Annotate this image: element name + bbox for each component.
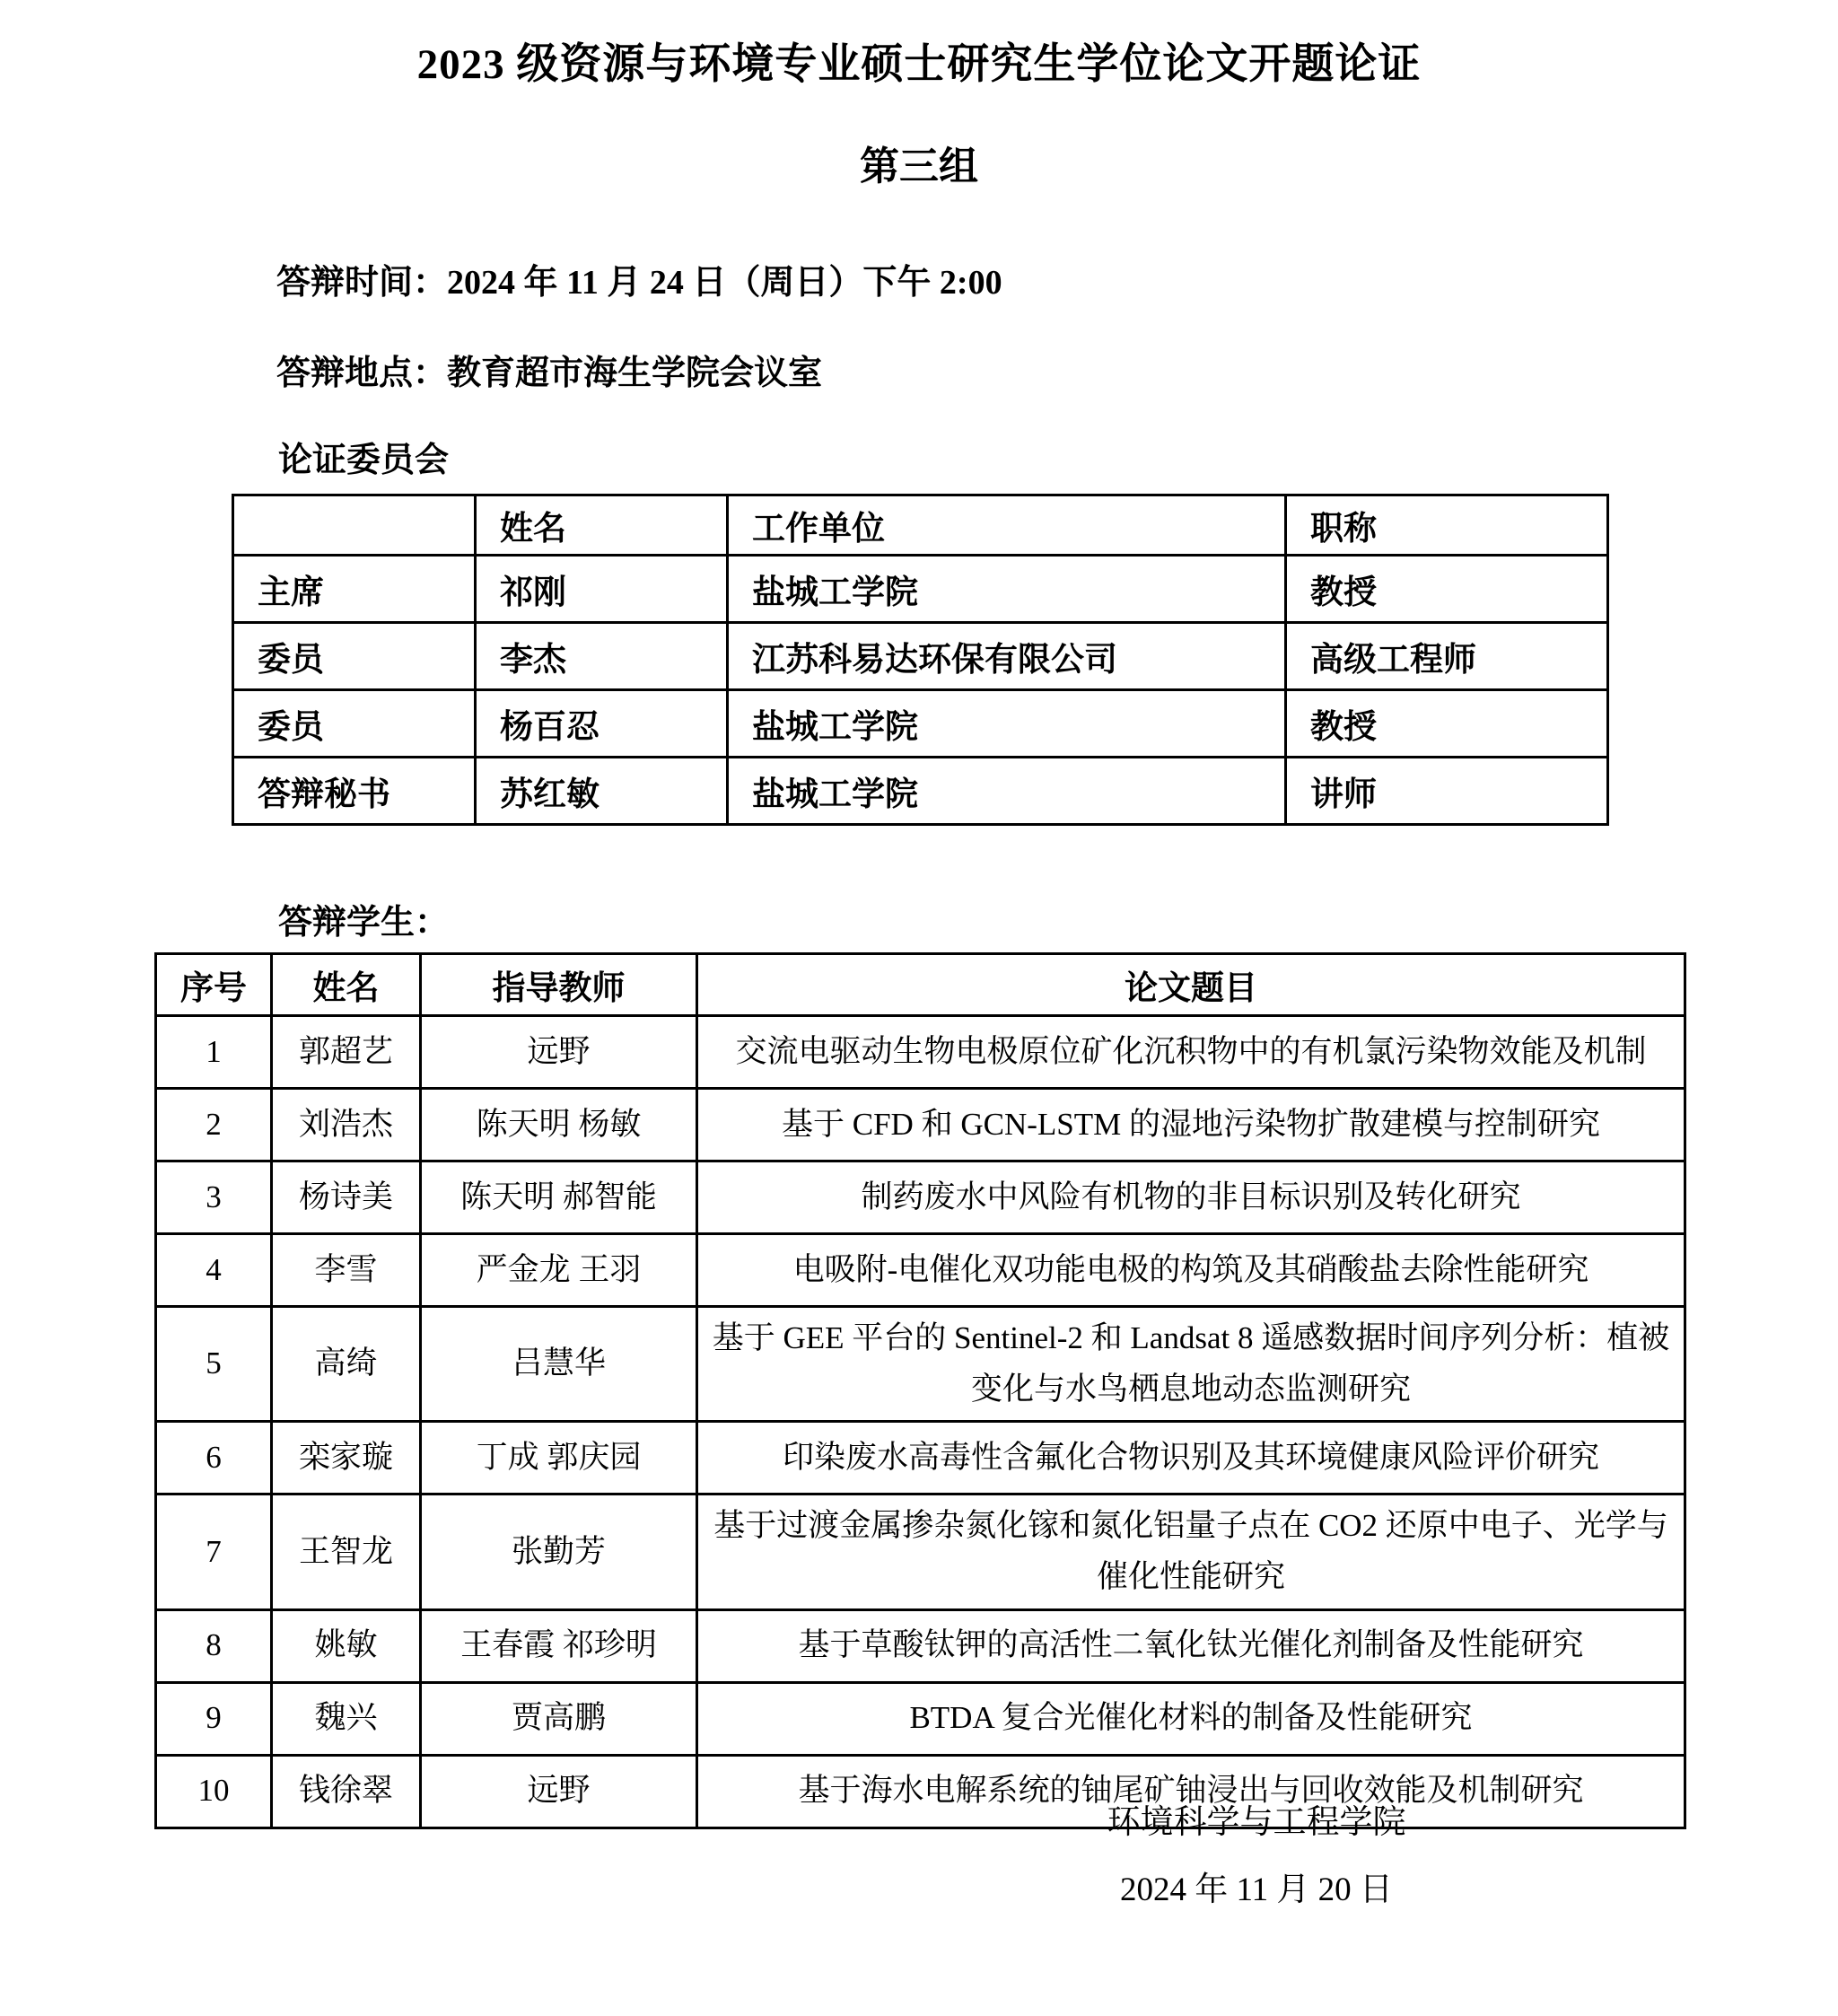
student-row bbox=[156, 1161, 1685, 1234]
name-cell: 杨百忍 bbox=[476, 690, 728, 758]
defense-location-line bbox=[276, 345, 1838, 394]
students-header-name: 姓名 bbox=[272, 954, 421, 1016]
students-section-label: 答辩学生： bbox=[278, 904, 450, 942]
students-table bbox=[154, 952, 1686, 1829]
student-row bbox=[156, 1234, 1685, 1307]
committee-row bbox=[233, 758, 1608, 825]
title-cell: 讲师 bbox=[1286, 758, 1608, 825]
advisor-cell: 贾高鹏 bbox=[421, 1682, 697, 1755]
committee-header-org: 工作单位 bbox=[728, 495, 1286, 556]
no-cell: 1 bbox=[156, 1016, 272, 1089]
name-cell: 刘浩杰 bbox=[272, 1089, 421, 1161]
name-cell: 栾家璇 bbox=[272, 1422, 421, 1494]
no-cell: 3 bbox=[156, 1161, 272, 1234]
student-row bbox=[156, 1494, 1685, 1609]
thesis-cell: 基于 CFD 和 GCN-LSTM 的湿地污染物扩散建模与控制研究 bbox=[697, 1089, 1685, 1161]
no-cell: 7 bbox=[156, 1494, 272, 1609]
advisor-cell: 张勤芳 bbox=[421, 1494, 697, 1609]
defense-time-line bbox=[276, 254, 1838, 303]
students-header-advisor: 指导教师 bbox=[421, 954, 697, 1016]
defense-time-label: 答辩时间： bbox=[276, 264, 448, 302]
group-subtitle: 第三组 bbox=[860, 145, 978, 188]
students-header-thesis: 论文题目 bbox=[697, 954, 1685, 1016]
thesis-cell: 基于过渡金属掺杂氮化镓和氮化铝量子点在 CO2 还原中电子、光学与催化性能研究 bbox=[697, 1494, 1685, 1609]
title-cell: 教授 bbox=[1286, 556, 1608, 623]
name-cell: 李雪 bbox=[272, 1234, 421, 1307]
title-cell: 高级工程师 bbox=[1286, 623, 1608, 690]
student-row bbox=[156, 1016, 1685, 1089]
student-row bbox=[156, 1682, 1685, 1755]
no-cell: 4 bbox=[156, 1234, 272, 1307]
committee-header-blank bbox=[233, 495, 476, 556]
name-cell: 钱徐翠 bbox=[272, 1755, 421, 1828]
advisor-cell: 远野 bbox=[421, 1755, 697, 1828]
defense-location-value: 教育超市海生学院会议室 bbox=[447, 355, 823, 392]
org-cell: 江苏科易达环保有限公司 bbox=[728, 623, 1286, 690]
title-cell: 教授 bbox=[1286, 690, 1608, 758]
advisor-cell: 王春霞 祁珍明 bbox=[421, 1609, 697, 1682]
student-row bbox=[156, 1307, 1685, 1422]
name-cell: 祁刚 bbox=[476, 556, 728, 623]
student-row bbox=[156, 1422, 1685, 1494]
footer-date: 2024 年 11 月 20 日 bbox=[1120, 1871, 1393, 1908]
footer bbox=[1014, 1806, 1499, 1906]
committee-header-name: 姓名 bbox=[476, 495, 728, 556]
committee-table bbox=[232, 494, 1609, 826]
students-header-no: 序号 bbox=[156, 954, 272, 1016]
defense-time-value: 2024 年 11 月 24 日（周日）下午 2:00 bbox=[447, 264, 1002, 302]
thesis-cell: 制药废水中风险有机物的非目标识别及转化研究 bbox=[697, 1161, 1685, 1234]
committee-row bbox=[233, 556, 1608, 623]
name-cell: 李杰 bbox=[476, 623, 728, 690]
thesis-cell: 电吸附-电催化双功能电极的构筑及其硝酸盐去除性能研究 bbox=[697, 1234, 1685, 1307]
role-cell: 委员 bbox=[233, 690, 476, 758]
student-row bbox=[156, 1609, 1685, 1682]
name-cell: 王智龙 bbox=[272, 1494, 421, 1609]
name-cell: 杨诗美 bbox=[272, 1161, 421, 1234]
name-cell: 苏红敏 bbox=[476, 758, 728, 825]
advisor-cell: 陈天明 杨敏 bbox=[421, 1089, 697, 1161]
name-cell: 魏兴 bbox=[272, 1682, 421, 1755]
no-cell: 9 bbox=[156, 1682, 272, 1755]
student-row bbox=[156, 1089, 1685, 1161]
org-cell: 盐城工学院 bbox=[728, 556, 1286, 623]
thesis-cell: 交流电驱动生物电极原位矿化沉积物中的有机氯污染物效能及机制 bbox=[697, 1016, 1685, 1089]
name-cell: 郭超艺 bbox=[272, 1016, 421, 1089]
thesis-cell: 基于草酸钛钾的高活性二氧化钛光催化剂制备及性能研究 bbox=[697, 1609, 1685, 1682]
page-title: 2023 级资源与环境专业硕士研究生学位论文开题论证 bbox=[416, 41, 1422, 88]
no-cell: 10 bbox=[156, 1755, 272, 1828]
org-cell: 盐城工学院 bbox=[728, 690, 1286, 758]
footer-org: 环境科学与工程学院 bbox=[1107, 1804, 1406, 1841]
advisor-cell: 陈天明 郝智能 bbox=[421, 1161, 697, 1234]
committee-header-row bbox=[233, 495, 1608, 556]
thesis-cell: BTDA 复合光催化材料的制备及性能研究 bbox=[697, 1682, 1685, 1755]
committee-header-title: 职称 bbox=[1286, 495, 1608, 556]
committee-row bbox=[233, 690, 1608, 758]
role-cell: 委员 bbox=[233, 623, 476, 690]
students-header-row bbox=[156, 954, 1685, 1016]
role-cell: 主席 bbox=[233, 556, 476, 623]
thesis-cell: 基于海水电解系统的铀尾矿铀浸出与回收效能及机制研究 bbox=[697, 1755, 1685, 1828]
committee-row bbox=[233, 623, 1608, 690]
no-cell: 5 bbox=[156, 1307, 272, 1422]
advisor-cell: 远野 bbox=[421, 1016, 697, 1089]
no-cell: 2 bbox=[156, 1089, 272, 1161]
no-cell: 8 bbox=[156, 1609, 272, 1682]
no-cell: 6 bbox=[156, 1422, 272, 1494]
org-cell: 盐城工学院 bbox=[728, 758, 1286, 825]
thesis-cell: 印染废水高毒性含氟化合物识别及其环境健康风险评价研究 bbox=[697, 1422, 1685, 1494]
name-cell: 高绮 bbox=[272, 1307, 421, 1422]
defense-location-label: 答辩地点： bbox=[276, 355, 448, 392]
committee-section-label: 论证委员会 bbox=[278, 442, 450, 479]
advisor-cell: 严金龙 王羽 bbox=[421, 1234, 697, 1307]
thesis-cell: 基于 GEE 平台的 Sentinel-2 和 Landsat 8 遥感数据时间序列分析：植被变化与水鸟栖息地动态监测研究 bbox=[697, 1307, 1685, 1422]
role-cell: 答辩秘书 bbox=[233, 758, 476, 825]
name-cell: 姚敏 bbox=[272, 1609, 421, 1682]
advisor-cell: 丁成 郭庆园 bbox=[421, 1422, 697, 1494]
advisor-cell: 吕慧华 bbox=[421, 1307, 697, 1422]
